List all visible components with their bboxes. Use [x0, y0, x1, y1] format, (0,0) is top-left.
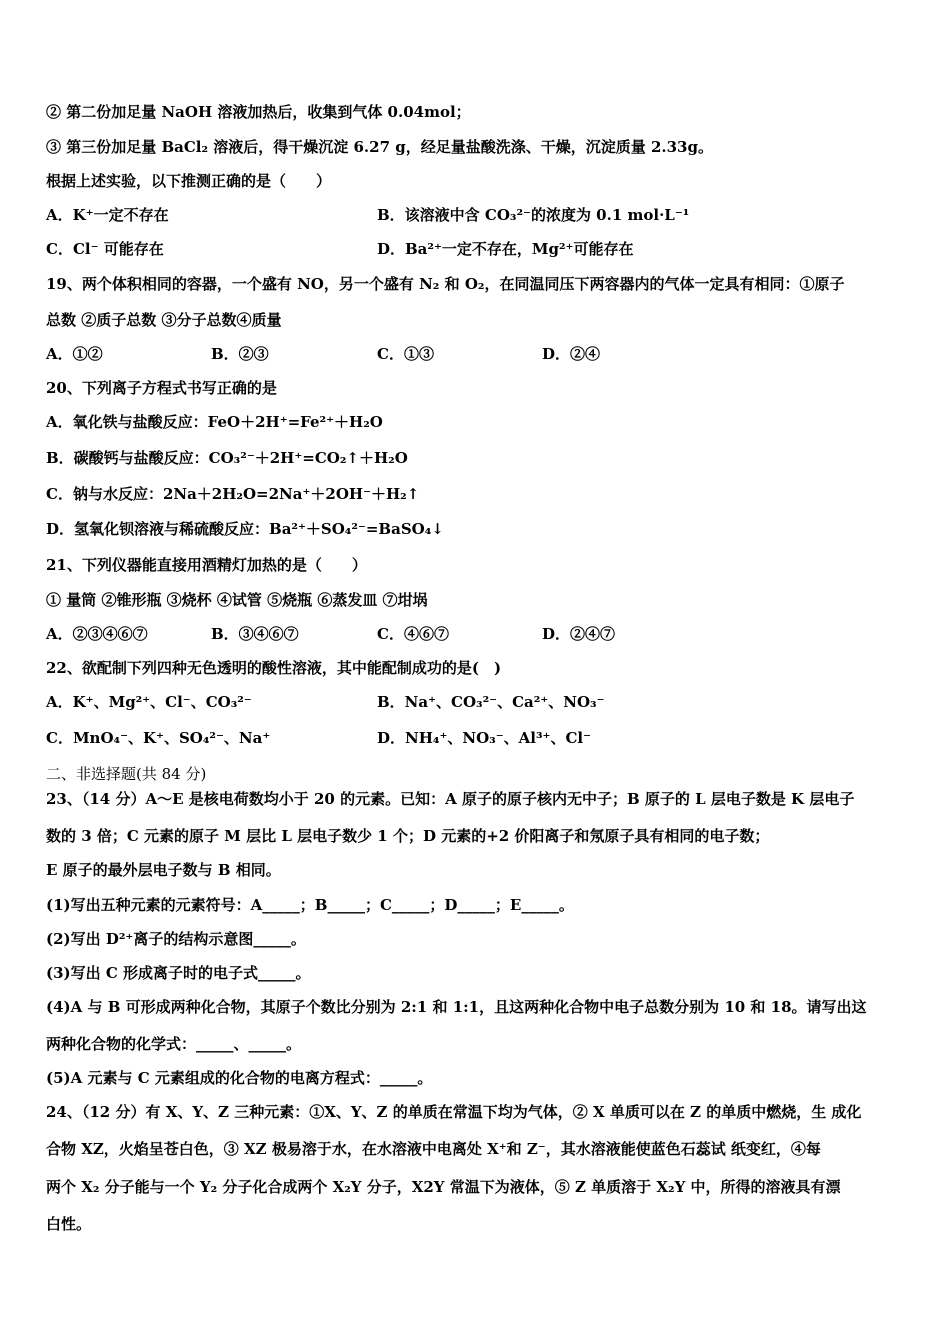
option-d: D．氢氧化钡溶液与稀硫酸反应：Ba²⁺＋SO₄²⁻=BaSO₄↓ [46, 520, 444, 538]
text-line: ③ 第三份加足量 BaCl₂ 溶液后，得干燥沉淀 6.27 g，经足量盐酸洗涤、干燥，沉淀质量 2.33g。 [46, 138, 713, 156]
option-a: A．②③④⑥⑦ [46, 625, 148, 643]
option-c: C．①③ [377, 345, 434, 363]
option-b: B．②③ [211, 345, 269, 363]
option-b: B．碳酸钙与盐酸反应：CO₃²⁻＋2H⁺=CO₂↑＋H₂O [46, 449, 408, 467]
question-21: 21、下列仪器能直接用酒精灯加热的是（ ） [46, 556, 367, 574]
option-c: C．钠与水反应：2Na＋2H₂O=2Na⁺＋2OH⁻＋H₂↑ [46, 485, 420, 503]
text-line: 总数 ②质子总数 ③分子总数④质量 [46, 311, 282, 329]
option-a: A．K⁺一定不存在 [46, 206, 169, 224]
question-22: 22、欲配制下列四种无色透明的酸性溶液，其中能配制成功的是( ) [46, 659, 502, 677]
option-a: A．①② [46, 345, 103, 363]
option-d: D．②④⑦ [542, 625, 616, 643]
option-d: D．②④ [542, 345, 601, 363]
option-d: D．Ba²⁺一定不存在，Mg²⁺可能存在 [377, 240, 634, 258]
text-line: 合物 XZ，火焰呈苍白色，③ XZ 极易溶于水，在水溶液中电离处 X⁺和 Z⁻，其水溶液能使蓝色石蕊试 纸变红，④每 [46, 1140, 821, 1158]
text-line: 两个 X₂ 分子能与一个 Y₂ 分子化合成两个 X₂Y 分子，X2Y 常温下为液体，⑤ Z 单质溶于 X₂Y 中，所得的溶液具有漂 [46, 1178, 841, 1196]
option-d: D．NH₄⁺、NO₃⁻、Al³⁺、Cl⁻ [377, 729, 592, 747]
sub-question: (1)写出五种元素的元素符号：A_____；B_____；C_____；D_____；E_____。 [46, 896, 574, 914]
question-20: 20、下列离子方程式书写正确的是 [46, 379, 277, 397]
question-24: 24、（12 分）有 X、Y、Z 三种元素：①X、Y、Z 的单质在常温下均为气体，② X 单质可以在 Z 的单质中燃烧，生 成化 [46, 1103, 862, 1121]
text-line: ② 第二份加足量 NaOH 溶液加热后，收集到气体 0.04mol； [46, 103, 471, 121]
text-line: 数的 3 倍；C 元素的原子 M 层比 L 层电子数少 1 个；D 元素的+2 价阳离子和氖原子具有相同的电子数； [46, 827, 770, 845]
option-a: A．氧化铁与盐酸反应：FeO＋2H⁺=Fe²⁺＋H₂O [46, 413, 383, 431]
text-line: 白性。 [46, 1215, 92, 1233]
sub-question: (3)写出 C 形成离子时的电子式_____。 [46, 964, 311, 982]
sub-question: (2)写出 D²⁺离子的结构示意图_____。 [46, 930, 306, 948]
option-b: B．Na⁺、CO₃²⁻、Ca²⁺、NO₃⁻ [377, 693, 605, 711]
text-line: 根据上述实验，以下推测正确的是（ ） [46, 172, 332, 190]
text-line: ① 量筒 ②锥形瓶 ③烧杯 ④试管 ⑤烧瓶 ⑥蒸发皿 ⑦坩埚 [46, 591, 428, 609]
option-c: C．MnO₄⁻、K⁺、SO₄²⁻、Na⁺ [46, 729, 271, 747]
option-a: A．K⁺、Mg²⁺、Cl⁻、CO₃²⁻ [46, 693, 252, 711]
option-c: C．Cl⁻ 可能存在 [46, 240, 164, 258]
text-line: 两种化合物的化学式：_____、_____。 [46, 1035, 302, 1053]
sub-question: (5)A 元素与 C 元素组成的化合物的电离方程式：_____。 [46, 1069, 433, 1087]
option-b: B．该溶液中含 CO₃²⁻的浓度为 0.1 mol·L⁻¹ [377, 206, 690, 224]
question-23: 23、（14 分）A～E 是核电荷数均小于 20 的元素。已知：A 原子的原子核内无中子；B 原子的 L 层电子数是 K 层电子 [46, 790, 855, 808]
section-heading: 二、非选择题(共 84 分) [46, 765, 207, 783]
option-c: C．④⑥⑦ [377, 625, 449, 643]
text-line: E 原子的最外层电子数与 B 相同。 [46, 861, 281, 879]
sub-question: (4)A 与 B 可形成两种化合物，其原子个数比分别为 2:1 和 1:1，且这两种化合物中电子总数分别为 10 和 18。请写出这 [46, 998, 867, 1016]
option-b: B．③④⑥⑦ [211, 625, 299, 643]
question-19: 19、两个体积相同的容器，一个盛有 NO，另一个盛有 N₂ 和 O₂，在同温同压下两容器内的气体一定具有相同：①原子 [46, 275, 845, 293]
